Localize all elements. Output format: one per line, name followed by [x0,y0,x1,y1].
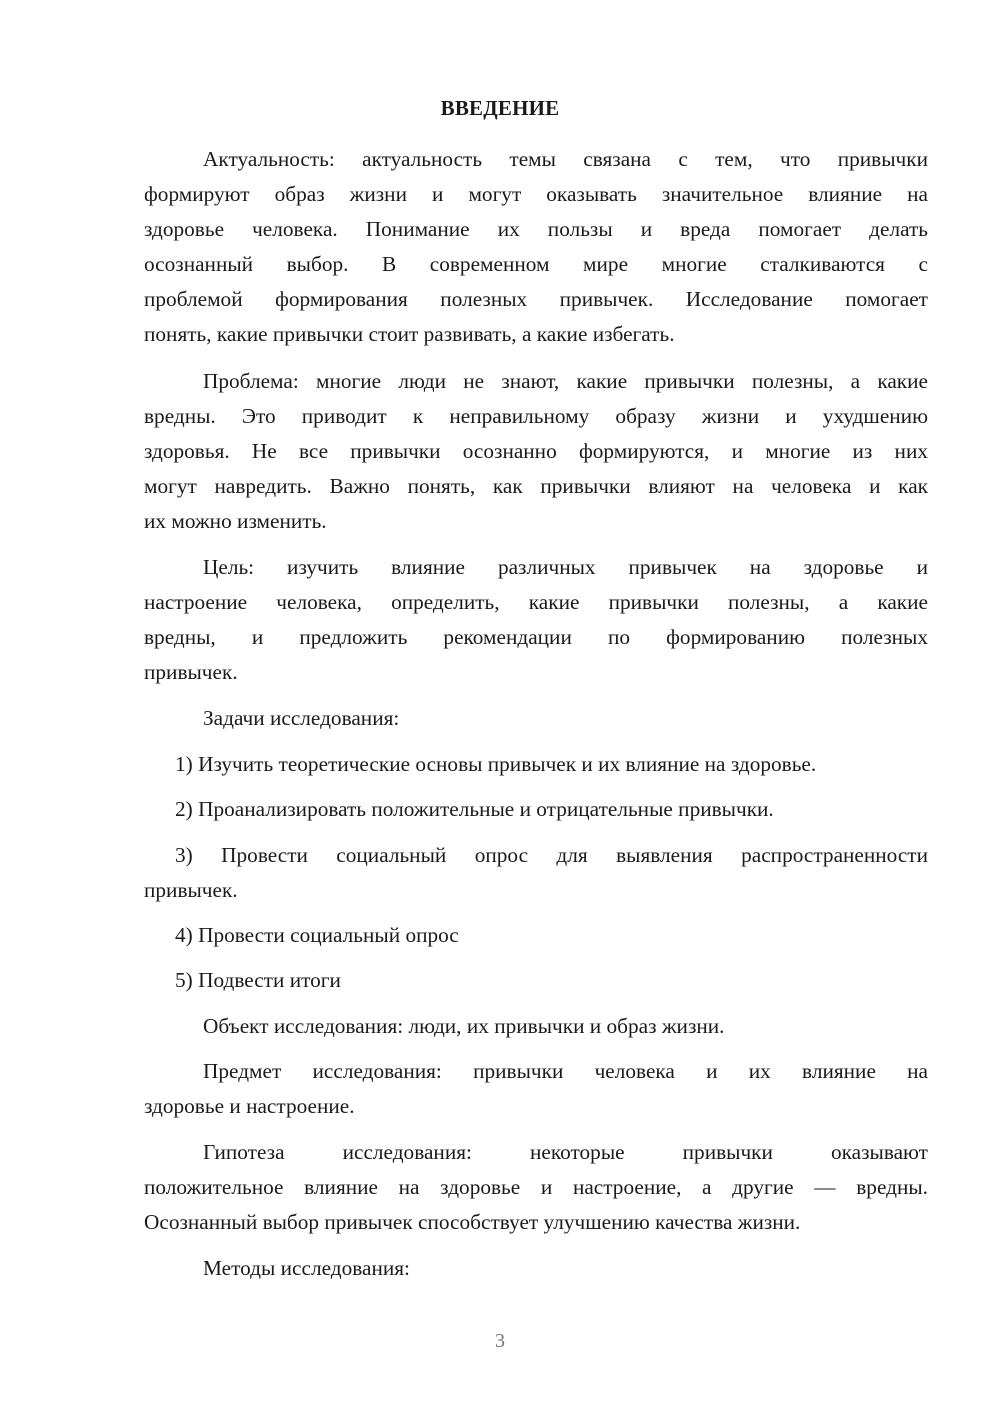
problem-paragraph [144,364,928,539]
task-item-3 [144,838,928,908]
text-line: проблемой формирования полезных привычек. Исследование помогает [144,287,928,311]
task-item-5 [144,963,928,998]
relevance-paragraph [144,142,928,352]
text-line: вредны, и предложить рекомендации по формированию полезных [144,625,928,649]
text-line: Проблема: многие люди не знают, какие привычки полезны, а какие [203,369,928,393]
text-line: Осознанный выбор привычек способствует улучшению качества жизни. [144,1210,801,1234]
subject-paragraph [144,1054,928,1124]
page-number: 3 [495,1330,505,1352]
task-text-continuation: привычек. [144,878,238,902]
text-line: здоровье и настроение. [144,1094,355,1118]
text-line: их можно изменить. [144,509,327,533]
task-item-1 [144,747,928,782]
tasks-heading-block [144,701,928,736]
text-line: настроение человека, определить, какие привычки полезны, а какие [144,590,928,614]
text-line: могут навредить. Важно понять, как привычки влияют на человека и как [144,474,928,498]
text-line: понять, какие привычки стоит развивать, а какие избегать. [144,322,675,346]
goal-paragraph [144,550,928,690]
task-item-4 [144,918,928,953]
task-text: 4) Провести социальный опрос [175,923,459,947]
text-line: Гипотеза исследования: некоторые привычки оказывают [203,1140,928,1164]
text-line: положительное влияние на здоровье и настроение, а другие — вредны. [144,1175,928,1199]
task-item-2 [144,792,928,827]
task-text: 5) Подвести итоги [175,968,341,992]
text-line: осознанный выбор. В современном мире многие сталкиваются с [144,252,928,276]
text-line: Цель: изучить влияние различных привычек на здоровье и [203,555,928,579]
task-text: 3) Провести социальный опрос для выявления распространенности [175,843,928,867]
text-line: Актуальность: актуальность темы связана с тем, что привычки [203,147,928,171]
text-line: здоровья. Не все привычки осознанно формируются, и многие из них [144,439,928,463]
text-line: Предмет исследования: привычки человека и их влияние на [203,1059,928,1083]
text-line: Объект исследования: люди, их привычки и образ жизни. [203,1014,725,1038]
text-line: привычек. [144,660,238,684]
methods-heading: Методы исследования: [203,1256,410,1280]
methods-heading-block [144,1251,928,1286]
task-text: 2) Проанализировать положительные и отрицательные привычки. [175,797,774,821]
page-title: ВВЕДЕНИЕ [440,96,560,120]
text-line: вредны. Это приводит к неправильному образу жизни и ухудшению [144,404,928,428]
object-paragraph [144,1009,928,1044]
text-line: здоровье человека. Понимание их пользы и вреда помогает делать [144,217,928,241]
task-text: 1) Изучить теоретические основы привычек и их влияние на здоровье. [175,752,817,776]
hypothesis-paragraph [144,1135,928,1240]
tasks-heading: Задачи исследования: [203,706,400,730]
text-line: формируют образ жизни и могут оказывать значительное влияние на [144,182,928,206]
